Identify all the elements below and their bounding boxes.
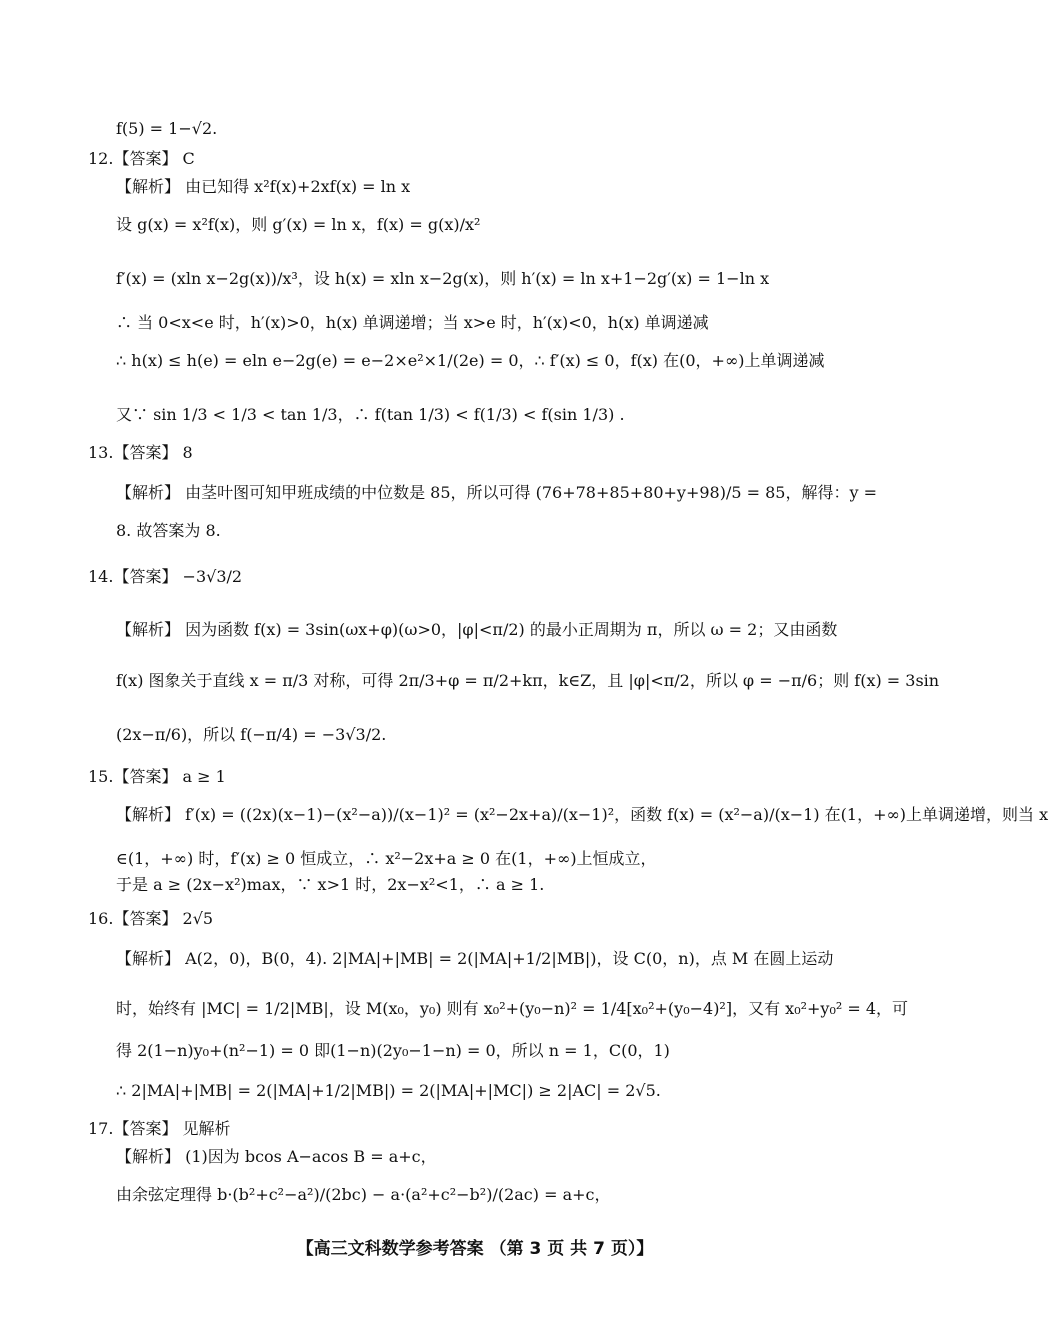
page-footer: 【高三文科数学参考答案 （第 3 页 共 7 页）】 [296, 1239, 654, 1259]
q16-solution-2: 时，始终有 |MC| = 1/2|MB|，设 M(x₀，y₀) 则有 x₀²+(y₀−n)² = 1/4[x₀²+(y₀−4)²]，又有 x₀²+y₀² = 4，可 [116, 999, 909, 1018]
q15-solution-1: 【解析】 f′(x) = ((2x)(x−1)−(x²−a))/(x−1)² = (x²−2x+a)/(x−1)²，函数 f(x) = (x²−a)/(x−1) 在(1，+∞)上单调递增，则当 x [116, 805, 1048, 824]
q13-answer: 13.【答案】 8 [88, 443, 193, 462]
q16-answer: 16.【答案】 2√5 [88, 909, 214, 928]
q12-solution-6: 又∵ sin 1/3 < 1/3 < tan 1/3，∴ f(tan 1/3) < f(1/3) < f(sin 1/3) . [116, 405, 625, 424]
q14-solution-1: 【解析】 因为函数 f(x) = 3sin(ωx+φ)(ω>0，|φ|<π/2) 的最小正周期为 π，所以 ω = 2；又由函数 [116, 620, 838, 639]
q17-answer: 17.【答案】 见解析 [88, 1119, 231, 1138]
q16-solution-1: 【解析】 A(2，0)，B(0，4). 2|MA|+|MB| = 2(|MA|+1/2|MB|)，设 C(0，n)，点 M 在圆上运动 [116, 949, 834, 968]
q12-solution-2: 设 g(x) = x²f(x)，则 g′(x) = ln x，f(x) = g(x)/x² [116, 215, 481, 234]
q12-solution-5: ∴ h(x) ≤ h(e) = eln e−2g(e) = e−2×e²×1/(2e) = 0，∴ f′(x) ≤ 0，f(x) 在(0，+∞)上单调递减 [116, 351, 825, 370]
q17-solution-2: 由余弦定理得 b·(b²+c²−a²)/(2bc) − a·(a²+c²−b²)/(2ac) = a+c， [116, 1185, 611, 1204]
q15-solution-3: 于是 a ≥ (2x−x²)max，∵ x>1 时，2x−x²<1，∴ a ≥ 1. [116, 875, 545, 894]
q15-solution-2: ∈(1，+∞) 时，f′(x) ≥ 0 恒成立，∴ x²−2x+a ≥ 0 在(1，+∞)上恒成立， [116, 849, 657, 868]
q17-solution-1: 【解析】 (1)因为 bcos A−acos B = a+c， [116, 1147, 437, 1166]
line-f5: f(5) = 1−√2. [116, 119, 218, 138]
q12-solution-4: ∴ 当 0<x<e 时，h′(x)>0，h(x) 单调递增；当 x>e 时，h′(x)<0，h(x) 单调递减 [116, 313, 709, 332]
q14-solution-2: f(x) 图象关于直线 x = π/3 对称，可得 2π/3+φ = π/2+kπ，k∈Z，且 |φ|<π/2，所以 φ = −π/6；则 f(x) = 3sin [116, 671, 940, 690]
q14-solution-3: (2x−π/6)，所以 f(−π/4) = −3√3/2. [116, 725, 387, 744]
q12-solution-3: f′(x) = (xln x−2g(x))/x³，设 h(x) = xln x−2g(x)，则 h′(x) = ln x+1−2g′(x) = 1−ln x [116, 269, 770, 288]
q13-solution-1: 【解析】 由茎叶图可知甲班成绩的中位数是 85，所以可得 (76+78+85+80+y+98)/5 = 85，解得：y = [116, 483, 878, 502]
q13-solution-2: 8. 故答案为 8. [116, 521, 221, 540]
q14-answer: 14.【答案】 −3√3/2 [88, 567, 243, 586]
q12-solution-1: 【解析】 由已知得 x²f(x)+2xf(x) = ln x [116, 177, 411, 196]
q15-answer: 15.【答案】 a ≥ 1 [88, 767, 226, 786]
q16-solution-3: 得 2(1−n)y₀+(n²−1) = 0 即(1−n)(2y₀−1−n) = 0，所以 n = 1，C(0，1) [116, 1041, 670, 1060]
q12-answer: 12.【答案】 C [88, 149, 195, 168]
q16-solution-4: ∴ 2|MA|+|MB| = 2(|MA|+1/2|MB|) = 2(|MA|+|MC|) ≥ 2|AC| = 2√5. [116, 1081, 661, 1100]
